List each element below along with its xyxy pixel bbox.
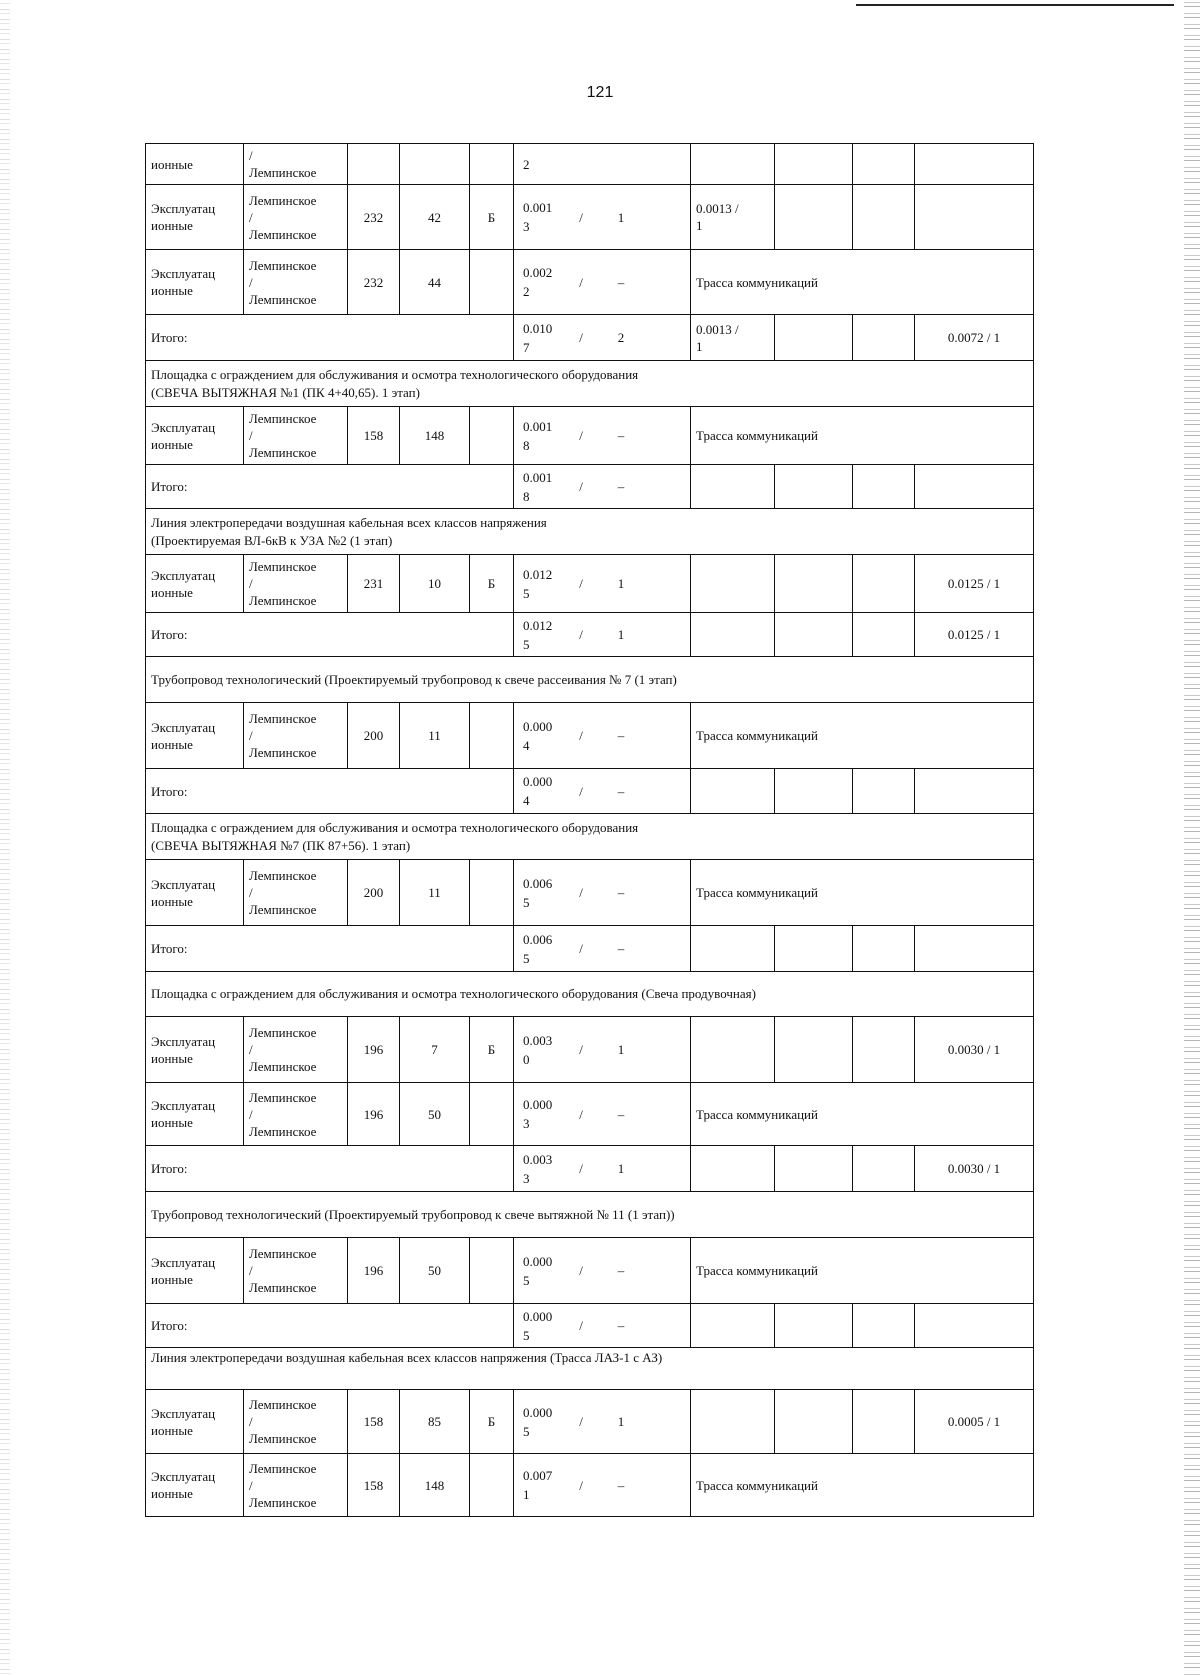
section-header [146,1192,1034,1238]
cell [853,613,915,657]
plot-number: 50 [400,1238,470,1304]
cell [853,144,915,185]
area-cell: 0.006 5 / – [514,926,691,972]
area-cell [514,185,691,250]
cell [853,185,915,250]
total-label: Итого: [146,926,514,972]
cell [775,613,853,657]
cell [775,1304,853,1348]
location-cell: Лемпинское / Лемпинское [244,1017,348,1083]
table-row [146,555,1034,613]
cell [775,185,853,250]
total-row [146,613,1034,657]
table-row [146,860,1034,926]
right-value: 0.0030 / 1 [915,1146,1034,1192]
table-row [146,1238,1034,1304]
location-slash: / [249,148,253,163]
block-number: 158 [348,1454,400,1517]
area-cell: 0.000 4 / – [514,703,691,769]
section-title: Линия электропередачи воздушная кабельная всех классов напряжения [151,514,547,530]
cell [691,1017,775,1083]
area-value: 2 [523,156,530,172]
category-cell [470,407,514,465]
cell [691,1304,775,1348]
cell [915,769,1034,814]
total-label: Итого: [146,315,514,361]
section-header [146,814,1034,860]
area-cell: 0.012 5 / 1 [514,613,691,657]
owner-cell: Эксплуатац ионные [146,860,244,926]
route-note: Трасса коммуникаций [691,860,1034,926]
plot-number: 50 [400,1083,470,1146]
area-col7: 0.0013 / 1 [691,185,775,250]
location-slash: / [249,209,253,225]
category-cell [470,703,514,769]
land-plots-table [145,143,1034,1517]
block-number: 231 [348,555,400,613]
area-cell: 0.000 4 / – [514,769,691,814]
owner-cell [146,185,244,250]
area-slash: / [579,209,583,225]
cell [691,1146,775,1192]
category-cell: Б [470,1390,514,1454]
total-row [146,1146,1034,1192]
cell [775,926,853,972]
block-number: 196 [348,1083,400,1146]
area-cell: 0.000 3 / – [514,1083,691,1146]
owner-cell: Эксплуатац ионные [146,1017,244,1083]
route-note: Трасса коммуникаций [691,1454,1034,1517]
cell [691,144,775,185]
cell [691,769,775,814]
block-number: 200 [348,703,400,769]
table-row [146,250,1034,315]
owner-cell: Эксплуатац ионные [146,1390,244,1454]
cell [853,1390,915,1454]
total-label: Итого: [146,769,514,814]
page-number: 121 [586,84,614,101]
right-value: 0.0125 / 1 [915,613,1034,657]
cell [348,144,400,185]
plot-number: 42 [400,185,470,250]
table-row [146,144,1034,185]
owner-cell: Эксплуатац ионные [146,250,244,315]
area-cell: 0.003 3 / 1 [514,1146,691,1192]
section-subtitle: (СВЕЧА ВЫТЯЖНАЯ №7 (ПК 87+56). 1 этап) [151,837,411,853]
plot-number: 148 [400,1454,470,1517]
table-row [146,407,1034,465]
block-number: 196 [348,1238,400,1304]
location-name: Лемпинское [249,165,317,180]
section-header [146,972,1034,1017]
cell [853,1017,915,1083]
cell [915,144,1034,185]
block-number: 232 [348,185,400,250]
cell [853,465,915,509]
cell [691,926,775,972]
location-cell: Лемпинское / Лемпинское [244,1454,348,1517]
owner-cell: Эксплуатац ионные [146,1454,244,1517]
area-cell: 0.003 0 / 1 [514,1017,691,1083]
section-title: Площадка с ограждением для обслуживания и осмотра технологического оборудования (Свеча продувочная) [146,972,1034,1017]
section-title: Линия электропередачи воздушная кабельная всех классов напряжения (Трасса ЛАЗ-1 с АЗ) [146,1348,1034,1390]
location-cell: Лемпинское / Лемпинское [244,555,348,613]
table-row [146,1454,1034,1517]
cell [853,555,915,613]
total-row [146,315,1034,361]
area-count: – [617,274,625,290]
scan-edge-right [1184,0,1200,1675]
block-number: 232 [348,250,400,315]
block-number: 158 [348,407,400,465]
owner-cell: Эксплуатац ионные [146,555,244,613]
total-row [146,769,1034,814]
cell [853,1146,915,1192]
owner-cell: ионные [146,144,244,185]
section-subtitle: (СВЕЧА ВЫТЯЖНАЯ №1 (ПК 4+40,65). 1 этап) [151,384,420,400]
cell [775,769,853,814]
area-cell: 0.001 8 / – [514,465,691,509]
plot-number: 11 [400,860,470,926]
block-number: 200 [348,860,400,926]
area-cell: 0.007 1 / – [514,1454,691,1517]
cell [691,1390,775,1454]
plot-number: 7 [400,1017,470,1083]
scan-edge-left [0,0,10,1675]
table-row [146,703,1034,769]
table-row [146,185,1034,250]
location-cell: Лемпинское / Лемпинское [244,703,348,769]
plot-number: 148 [400,407,470,465]
right-value: 0.0072 / 1 [915,315,1034,361]
section-title: Площадка с ограждением для обслуживания и осмотра технологического оборудования [151,366,639,382]
route-note: Трасса коммуникаций [691,250,1034,315]
section-header [146,509,1034,555]
cell [915,465,1034,509]
cell [853,926,915,972]
plot-number: 11 [400,703,470,769]
block-number: 196 [348,1017,400,1083]
cell [853,769,915,814]
location-cell: Лемпинское / Лемпинское [244,1083,348,1146]
table-row [146,1083,1034,1146]
location-cell: Лемпинское / Лемпинское [244,860,348,926]
block-number: 158 [348,1390,400,1454]
location-cell [244,144,348,185]
area-count: 1 [617,209,625,225]
owner-cell: Эксплуатац ионные [146,1238,244,1304]
cell [775,1390,853,1454]
area-col7: 0.0013 / 1 [691,315,775,361]
area-cell: 0.001 8 / – [514,407,691,465]
category-cell: Б [470,185,514,250]
cell [915,926,1034,972]
location-name: Лемпинское [249,192,317,208]
table-row [146,1017,1034,1083]
total-row [146,1304,1034,1348]
route-note: Трасса коммуникаций [691,407,1034,465]
route-note: Трасса коммуникаций [691,703,1034,769]
right-value: 0.0005 / 1 [915,1390,1034,1454]
section-title: Площадка с ограждением для обслуживания и осмотра технологического оборудования [151,819,639,835]
cell [775,555,853,613]
cell [775,1017,853,1083]
plot-number: 44 [400,250,470,315]
route-note: Трасса коммуникаций [691,1238,1034,1304]
section-header [146,657,1034,703]
cell [775,315,853,361]
cell [775,144,853,185]
total-row [146,465,1034,509]
area-cell: 0.000 5 / – [514,1304,691,1348]
section-header [146,361,1034,407]
owner-cell: Эксплуатац ионные [146,703,244,769]
plot-number: 10 [400,555,470,613]
category-cell [470,1454,514,1517]
area-cell: 0.000 5 / – [514,1238,691,1304]
top-rule [856,4,1174,6]
right-value: 0.0125 / 1 [915,555,1034,613]
category-cell: Б [470,555,514,613]
total-label: Итого: [146,613,514,657]
cell [775,465,853,509]
owner-cell: Эксплуатац ионные [146,407,244,465]
location-cell: Лемпинское / Лемпинское [244,250,348,315]
area-value: 0.001 3 [523,200,553,234]
location-cell: Лемпинское / Лемпинское [244,1390,348,1454]
area-cell: 0.006 5 / – [514,860,691,926]
category-cell: Б [470,1017,514,1083]
cell [470,144,514,185]
section-subtitle: (Проектируемая ВЛ-6кВ к УЗА №2 (1 этап) [151,532,393,548]
location-cell [244,185,348,250]
section-title: Трубопровод технологический (Проектируемый трубопровод к свече вытяжной № 11 (1 этап)) [146,1192,1034,1238]
total-row [146,926,1034,972]
owner-text-b: ионные [151,218,193,233]
section-title: Трубопровод технологический (Проектируемый трубопровод к свече рассеивания № 7 (1 этап) [146,657,1034,703]
right-value: 0.0030 / 1 [915,1017,1034,1083]
total-label: Итого: [146,465,514,509]
cell [853,315,915,361]
area-cell: 0.000 5 / 1 [514,1390,691,1454]
cell [691,555,775,613]
owner-text-a: Эксплуатац [151,201,216,216]
area-cell: 0.010 7 / 2 [514,315,691,361]
area-cell [514,144,691,185]
area-value: 0.002 2 [523,265,553,299]
location-name: Лемпинское [249,226,317,242]
section-header [146,1348,1034,1390]
category-cell [470,250,514,315]
area-cell: 0.012 5 / 1 [514,555,691,613]
area-cell: 0.002 2 / – [514,250,691,315]
total-label: Итого: [146,1304,514,1348]
plot-number: 85 [400,1390,470,1454]
cell [853,1304,915,1348]
cell [691,613,775,657]
category-cell [470,860,514,926]
cell [915,1304,1034,1348]
total-label: Итого: [146,1146,514,1192]
location-cell: Лемпинское / Лемпинское [244,407,348,465]
owner-cell: Эксплуатац ионные [146,1083,244,1146]
location-cell: Лемпинское / Лемпинское [244,1238,348,1304]
cell [400,144,470,185]
table-row [146,1390,1034,1454]
cell [915,185,1034,250]
cell [691,465,775,509]
category-cell [470,1083,514,1146]
category-cell [470,1238,514,1304]
cell [775,1146,853,1192]
route-note: Трасса коммуникаций [691,1083,1034,1146]
